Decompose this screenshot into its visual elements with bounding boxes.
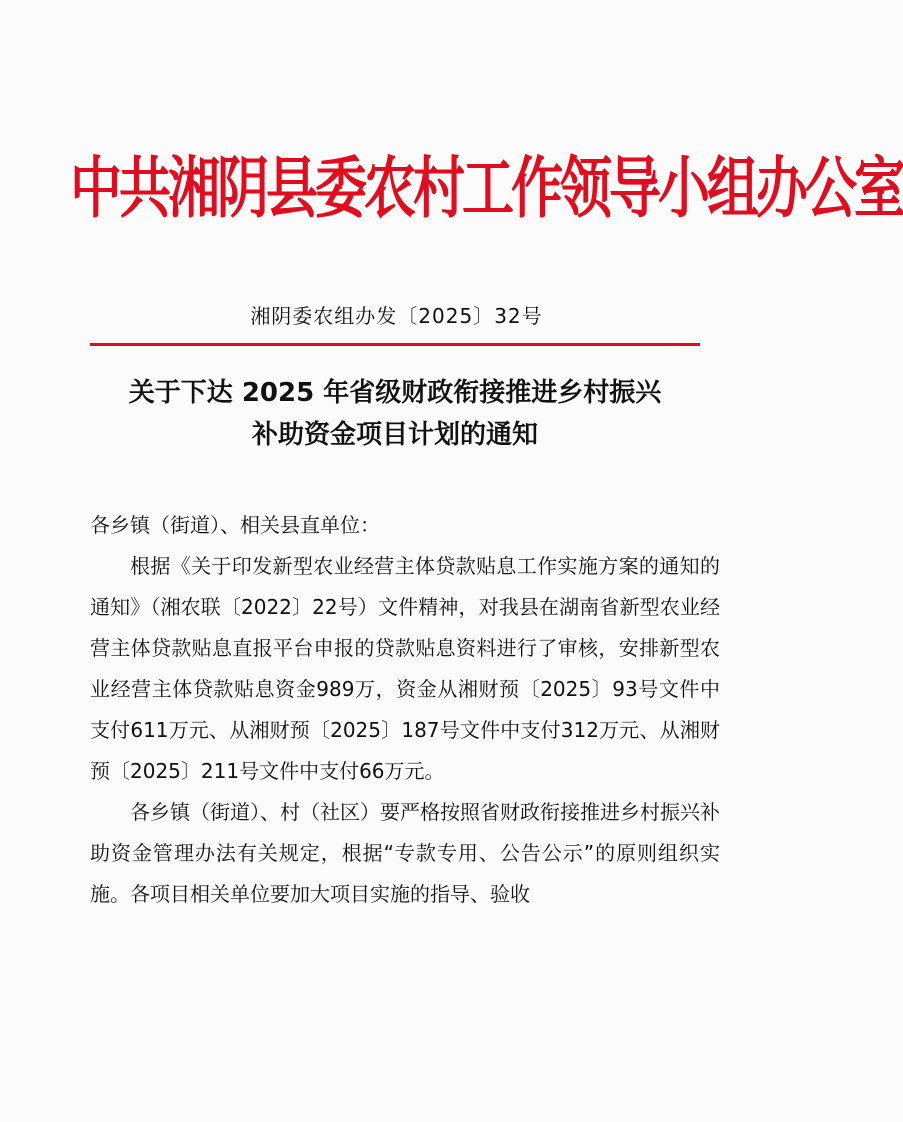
document-body — [90, 505, 720, 915]
title-line-2: 补助资金项目计划的通知 — [251, 420, 538, 450]
red-separator-line — [90, 343, 700, 346]
body-paragraph-2: 各乡镇（街道）、村（社区）要严格按照省财政衔接推进乡村振兴补助资金管理办法有关规定，根据“专款专用、公告公示”的原则组织实施。各项目相关单位要加大项目实施的指导、验收 — [90, 800, 720, 906]
title-line-1: 关于下达 2025 年省级财政衔接推进乡村振兴 — [128, 378, 662, 408]
document-title — [60, 372, 730, 456]
issuing-office-header: 中共湘阴县委农村工作领导小组办公室 — [70, 149, 903, 228]
salutation: 各乡镇（街道）、相关县直单位： — [90, 513, 380, 537]
body-paragraph-1: 根据《关于印发新型农业经营主体贷款贴息工作实施方案的通知的通知》（湘农联〔2022〕22号）文件精神，对我县在湖南省新型农业经营主体贷款贴息直报平台申报的贷款贴息资料进行了审核，安排新型农业经营主体贷款贴息资金989万，资金从湘财预〔2025〕93号文件中支付611万元、从湘财预〔2025〕187号文件中支付312万元、从湘财预〔2025〕211号文件中支付66万元。 — [90, 554, 720, 783]
document-number: 湘阴委农组办发〔2025〕32号 — [250, 304, 543, 328]
